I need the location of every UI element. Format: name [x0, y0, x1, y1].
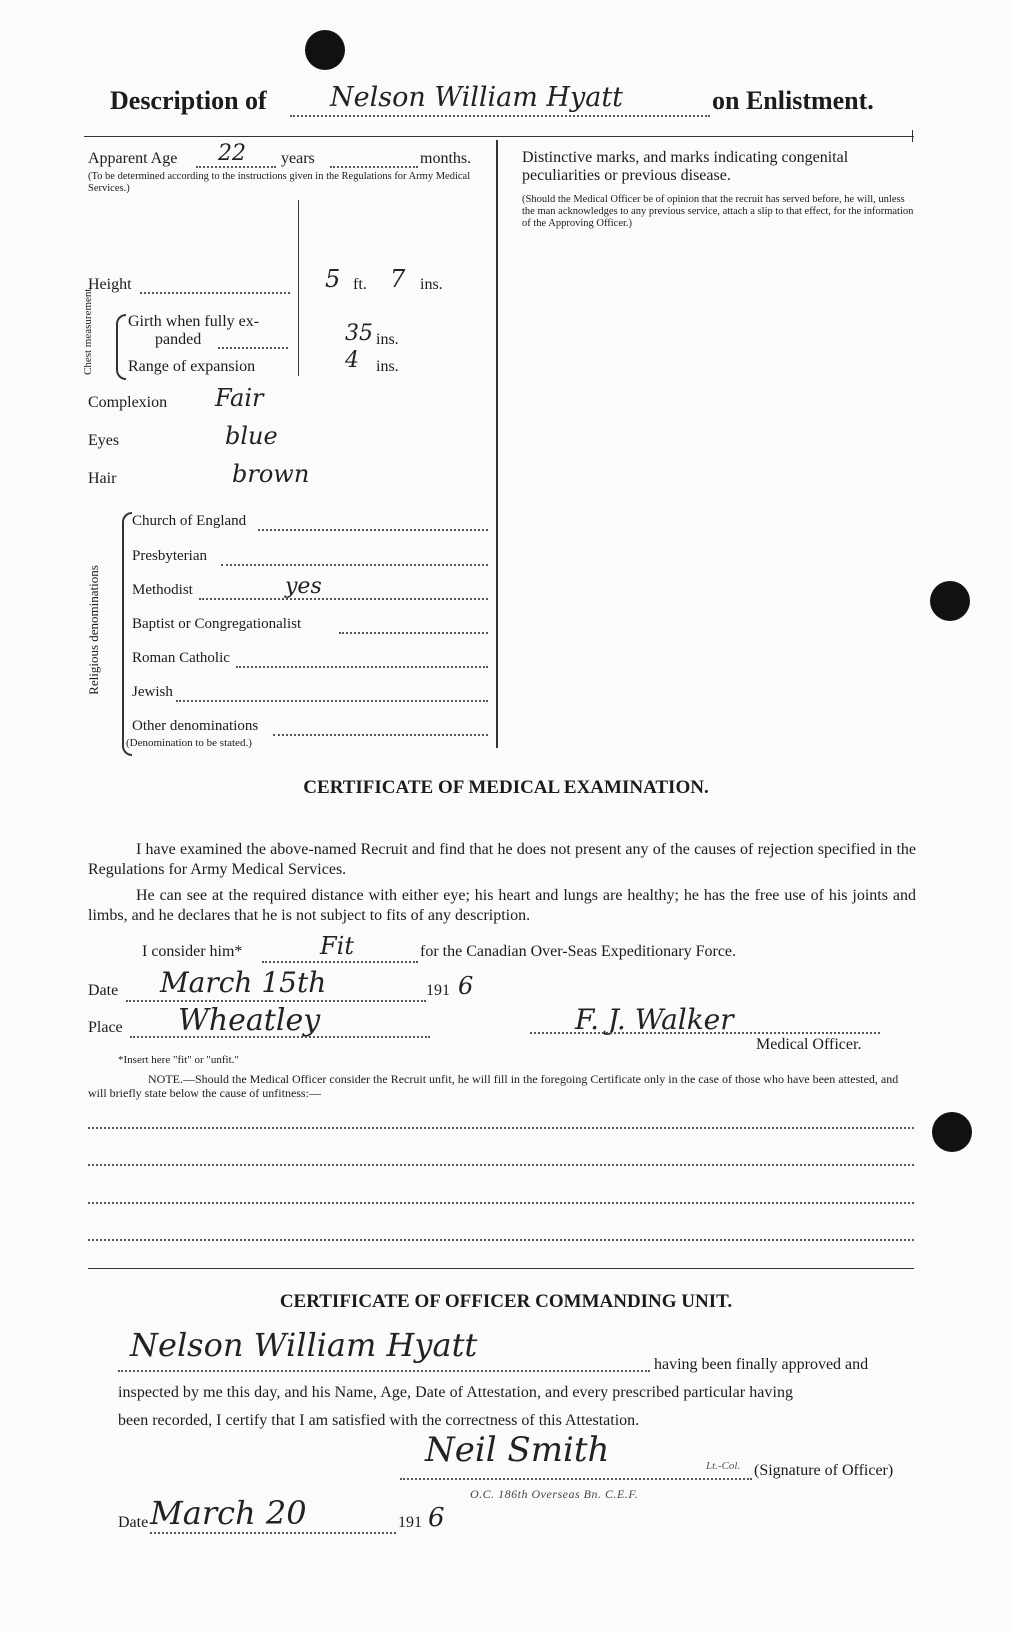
header-name-line: [290, 115, 710, 117]
unfitness-note: NOTE.—Should the Medical Officer consider the Recruit unfit, he will fill in the foregoing Certificate only in the case of those who have been attested, and will briefly state below the cause of unfitness:—: [88, 1072, 899, 1100]
religion-label: Methodist: [132, 582, 193, 598]
complexion-value: Fair: [215, 384, 264, 412]
months-line: [330, 166, 418, 168]
height-line: [140, 292, 290, 294]
range-label: Range of expansion: [128, 358, 256, 375]
header-suffix: on Enlistment.: [712, 86, 874, 115]
commanding-name-line: [118, 1370, 650, 1372]
ft-label: ft.: [353, 276, 367, 293]
religion-line: [176, 700, 488, 702]
commanding-officer-signature: Neil Smith: [425, 1430, 610, 1470]
medical-officer-signature: F. J. Walker: [575, 1003, 734, 1036]
eyes-value: blue: [225, 422, 278, 450]
apparent-age-label: Apparent Age: [88, 150, 178, 167]
religion-line: [221, 564, 488, 566]
commanding-line-3: been recorded, I certify that I am satisfied with the correctness of this Attestation.: [118, 1412, 640, 1429]
range-ins-label: ins.: [376, 358, 399, 375]
chest-measurement-label: Chest measurement: [82, 288, 94, 375]
commanding-date-label: Date: [118, 1514, 149, 1531]
measure-divider: [298, 200, 299, 376]
header-prefix: Description of: [110, 86, 267, 115]
distinctive-marks-note: (Should the Medical Officer be of opinion that the recruit has served before, he will, unless the man acknowledges to any previous service, attach a slip to that effect, for the information of the Approving Officer.): [522, 194, 914, 229]
religion-label: Presbyterian: [132, 548, 207, 564]
unfitness-line-1: [88, 1127, 914, 1129]
top-rule: [84, 136, 914, 137]
punch-hole-middle: [930, 581, 970, 621]
section-rule: [88, 1268, 914, 1269]
eyes-label: Eyes: [88, 432, 120, 449]
medical-officer-label: Medical Officer.: [756, 1036, 862, 1053]
punch-hole-top: [305, 30, 345, 70]
apparent-age-value: 22: [218, 141, 246, 166]
punch-hole-lower: [932, 1112, 972, 1152]
signature-of-officer-label: (Signature of Officer): [754, 1462, 894, 1479]
height-in-value: 7: [390, 265, 406, 293]
place-value: Wheatley: [178, 1003, 321, 1038]
header-recruit-name: Nelson William Hyatt: [330, 82, 624, 113]
medical-year-digit: 6: [458, 972, 474, 1000]
commanding-date-line: [150, 1532, 396, 1534]
medical-certificate-title: CERTIFICATE OF MEDICAL EXAMINATION.: [303, 777, 709, 798]
medical-signature-line: [530, 1032, 880, 1034]
religion-label: Jewish: [132, 684, 173, 700]
religion-value: yes: [285, 574, 322, 599]
consider-suffix: for the Canadian Over-Seas Expeditionary Force.: [420, 943, 737, 960]
distinctive-marks-title: Distinctive marks, and marks indicating congenital peculiarities or previous disease.: [522, 149, 849, 184]
commanding-line-1: having been finally approved and: [654, 1356, 869, 1373]
commanding-line-2: inspected by me this day, and his Name, Age, Date of Attestation, and every prescribed particular having: [118, 1384, 794, 1401]
commanding-recruit-name: Nelson William Hyatt: [130, 1326, 478, 1364]
insert-note: *Insert here "fit" or "unfit.": [118, 1054, 239, 1066]
unfitness-line-3: [88, 1202, 914, 1204]
girth-ins-label: ins.: [376, 331, 399, 348]
religion-brace: [122, 512, 132, 756]
religious-denominations-label: Religious denominations: [86, 565, 101, 695]
commanding-certificate-title: CERTIFICATE OF OFFICER COMMANDING UNIT.: [279, 1291, 733, 1312]
commanding-year-digit: 6: [428, 1503, 445, 1533]
right-border: [912, 130, 913, 142]
years-label: years: [281, 150, 315, 167]
medical-paragraph-1: I have examined the above-named Recruit and find that he does not present any of the causes of rejection specified in the Regulations for Army Medical Services.: [88, 841, 916, 878]
religion-label: Church of England: [132, 513, 247, 529]
commanding-signature-line: [400, 1478, 752, 1480]
medical-date-value: March 15th: [160, 966, 327, 999]
ins-label: ins.: [420, 276, 443, 293]
unit-stamp: O.C. 186th Overseas Bn. C.E.F.: [470, 1487, 639, 1501]
religion-line: [339, 632, 488, 634]
religion-label: Roman Catholic: [132, 650, 230, 666]
place-line: [130, 1036, 430, 1038]
religion-line: [273, 734, 488, 736]
medical-date-line: [126, 1000, 426, 1002]
unfitness-line-4: [88, 1239, 914, 1241]
place-label: Place: [88, 1019, 123, 1036]
girth-label-2: panded: [155, 331, 202, 348]
hair-label: Hair: [88, 470, 117, 487]
girth-line: [218, 347, 288, 349]
religion-line: [236, 666, 488, 668]
religion-line: [258, 529, 488, 531]
girth-label-1: Girth when fully ex-: [128, 313, 260, 330]
unfitness-line-2: [88, 1164, 914, 1166]
height-label: Height: [88, 276, 132, 293]
chest-brace: [116, 314, 126, 380]
age-line: [196, 166, 276, 168]
consider-prefix: I consider him*: [142, 943, 243, 960]
denomination-note: (Denomination to be stated.): [126, 737, 252, 749]
commanding-date-value: March 20: [150, 1494, 307, 1532]
religion-line: [199, 598, 488, 600]
fitness-line: [262, 961, 418, 963]
age-note: (To be determined according to the instructions given in the Regulations for Army Medical Services.): [88, 171, 471, 194]
commanding-year-prefix: 191: [398, 1514, 422, 1531]
medical-year-prefix: 191: [426, 982, 450, 999]
medical-date-label: Date: [88, 982, 119, 999]
fitness-value: Fit: [320, 932, 354, 960]
girth-value: 35: [345, 321, 373, 346]
months-label: months.: [420, 150, 472, 167]
medical-paragraph-2: He can see at the required distance with either eye; his heart and lungs are healthy; he has the free use of his joints and limbs, and he declares that he is not subject to fits of any description.: [88, 887, 916, 924]
religion-label: Baptist or Congregationalist: [132, 616, 302, 632]
complexion-label: Complexion: [88, 394, 168, 411]
religion-label: Other denominations: [132, 718, 259, 734]
column-divider: [496, 140, 498, 748]
hair-value: brown: [232, 460, 310, 488]
range-value: 4: [345, 348, 359, 373]
height-ft-value: 5: [325, 265, 341, 293]
officer-rank: Lt.-Col.: [706, 1460, 741, 1472]
